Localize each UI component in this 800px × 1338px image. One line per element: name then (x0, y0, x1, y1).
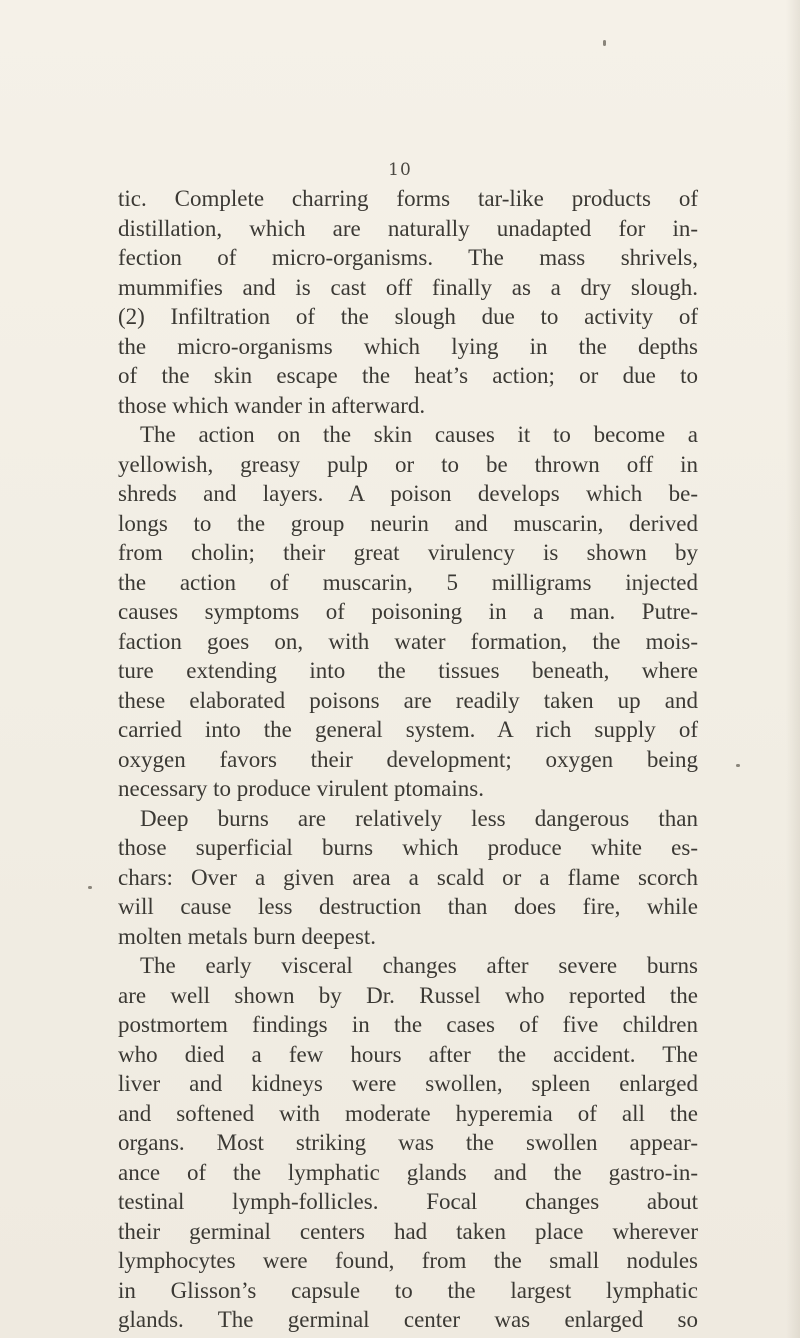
text-line: causes symptoms of poisoning in a man. Putre- (118, 599, 698, 624)
text-line: the action of muscarin, 5 milligrams injected (118, 569, 698, 595)
text-line: ance of the lymphatic glands and the gastro-in- (118, 1159, 698, 1185)
text-line: longs to the group neurin and muscarin, derived (118, 510, 698, 536)
text-line: are well shown by Dr. Russel who reported the (118, 982, 698, 1008)
text-line: tic. Complete charring forms tar-like products of (118, 186, 698, 211)
page-number: 10 (388, 160, 412, 180)
page-edge-shadow (786, 0, 800, 1338)
text-line: yellowish, greasy pulp or to be thrown off in (118, 451, 698, 477)
text-line: organs. Most striking was the swollen appear- (118, 1130, 698, 1155)
body-text (118, 184, 698, 1335)
text-line: those superficial burns which produce white es- (118, 835, 698, 860)
paper-speck (603, 40, 606, 46)
paper-speck (736, 764, 740, 767)
text-line: mummifies and is cast off finally as a dry slough. (118, 274, 698, 300)
text-line: carried into the general system. A rich supply of (118, 717, 698, 742)
paper-speck (88, 886, 92, 889)
text-line: (2) Infiltration of the slough due to activity of (118, 304, 698, 329)
text-line: who died a few hours after the accident. The (118, 1041, 698, 1067)
text-line: in Glisson’s capsule to the largest lymphatic (118, 1277, 698, 1303)
text-line: postmortem findings in the cases of five children (118, 1012, 698, 1037)
text-line: Deep burns are relatively less dangerous than (140, 805, 698, 831)
text-line: chars: Over a given area a scald or a flame scorch (118, 864, 698, 890)
text-line: glands. The germinal center was enlarged so (118, 1307, 698, 1332)
text-line: fection of micro-organisms. The mass shrivels, (118, 245, 698, 270)
text-line: shreds and layers. A poison develops which be- (118, 481, 698, 506)
text-line: their germinal centers had taken place wherever (118, 1218, 698, 1244)
text-line: distillation, which are naturally unadapted for in- (118, 215, 698, 241)
text-line: necessary to produce virulent ptomains. (118, 776, 484, 801)
text-line: ture extending into the tissues beneath, where (118, 658, 698, 683)
text-line: and softened with moderate hyperemia of all the (118, 1100, 698, 1126)
text-line: of the skin escape the heat’s action; or due to (118, 363, 698, 388)
text-line: molten metals burn deepest. (118, 923, 377, 949)
text-line: The action on the skin causes it to become a (140, 422, 698, 447)
text-line: lymphocytes were found, from the small nodules (118, 1248, 698, 1273)
text-line: the micro-organisms which lying in the depths (118, 333, 698, 359)
text-line: will cause less destruction than does fire, while (118, 894, 698, 919)
text-line: liver and kidneys were swollen, spleen enlarged (118, 1071, 698, 1096)
text-line: from cholin; their great virulency is shown by (118, 540, 698, 565)
text-line: testinal lymph-follicles. Focal changes about (118, 1189, 698, 1214)
text-line: these elaborated poisons are readily taken up and (118, 687, 698, 713)
text-line: The early visceral changes after severe burns (140, 953, 698, 978)
text-line: faction goes on, with water formation, the mois- (118, 628, 698, 654)
text-line: those which wander in afterward. (118, 392, 426, 418)
text-line: oxygen favors their development; oxygen being (118, 746, 698, 772)
